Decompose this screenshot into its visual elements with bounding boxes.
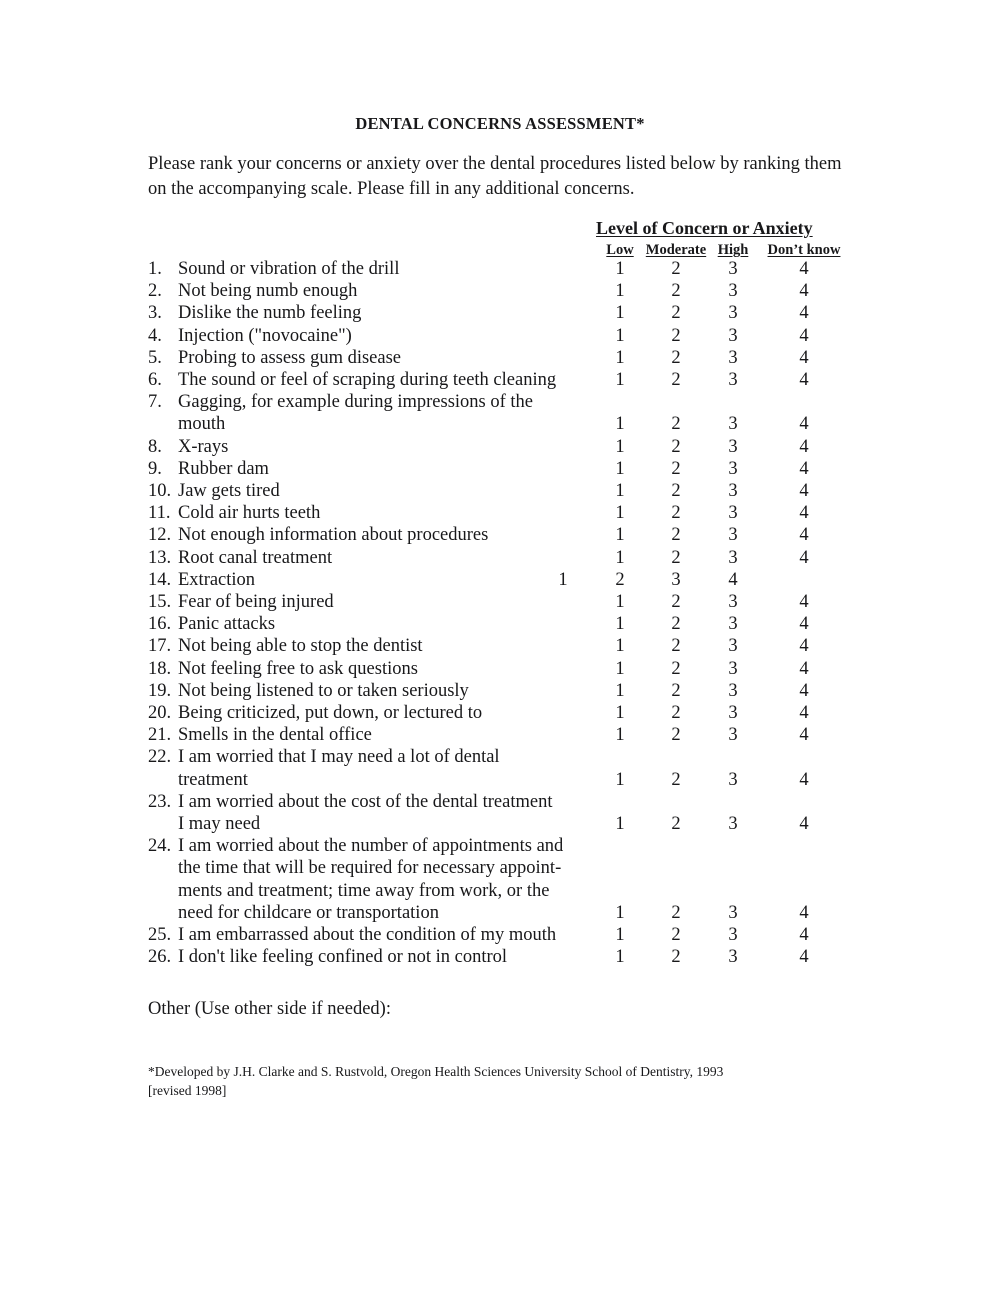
concern-row (148, 791, 908, 835)
concern-item-number: 26. (148, 947, 172, 968)
concern-item-number: 7. (148, 392, 162, 413)
concern-item-text (148, 635, 608, 657)
concern-row (148, 524, 908, 546)
rating-option-3[interactable]: 3 (728, 947, 738, 968)
concern-row (148, 502, 908, 524)
rating-option-1[interactable]: 1 (615, 547, 625, 568)
concern-item-text (148, 391, 608, 435)
concern-item-line: I am embarrassed about the condition of my mouth (178, 925, 557, 946)
concern-item-line: Not being able to stop the dentist (178, 636, 423, 657)
rating-option-4[interactable]: 4 (799, 281, 809, 302)
concern-row (148, 924, 908, 946)
rating-option-1[interactable]: 1 (615, 769, 625, 790)
rating-option-1[interactable]: 1 (615, 370, 625, 391)
concern-row (148, 702, 908, 724)
concern-item-line: I am worried that I may need a lot of dental (178, 747, 500, 768)
concern-item-text (148, 591, 608, 613)
rating-option-4[interactable]: 4 (799, 303, 809, 324)
rating-option-4[interactable]: 4 (799, 547, 809, 568)
concern-item-text (148, 702, 608, 724)
concern-item-number: 1. (148, 259, 162, 279)
rating-option-4[interactable]: 4 (799, 436, 809, 457)
concern-item-text (148, 325, 608, 347)
rating-option-1[interactable]: 1 (615, 703, 625, 724)
concern-row (148, 436, 908, 458)
rating-option-1[interactable]: 1 (615, 925, 625, 946)
rating-option-1[interactable]: 1 (615, 902, 625, 923)
rating-option-2[interactable]: 2 (671, 281, 681, 302)
concern-item-line: Cold air hurts teeth (178, 503, 321, 524)
column-header-high: High (717, 242, 749, 258)
rating-option-1[interactable]: 1 (615, 303, 625, 324)
rating-option-4[interactable]: 4 (799, 259, 809, 280)
rating-option-1[interactable]: 1 (615, 814, 625, 835)
concern-item-line: X-rays (178, 436, 229, 457)
rating-option-4[interactable]: 4 (799, 814, 809, 835)
concern-item-line: I don't like feeling confined or not in control (178, 947, 508, 968)
concern-item-text (148, 524, 608, 546)
scale-heading: Level of Concern or Anxiety (596, 218, 813, 238)
concern-item-number: 20. (148, 703, 172, 724)
column-header-low: Low (606, 242, 634, 258)
rating-option-2[interactable]: 2 (671, 769, 681, 790)
page-title: DENTAL CONCERNS ASSESSMENT* (355, 114, 645, 133)
concern-item-number: 5. (148, 347, 162, 368)
concern-item-number: 13. (148, 547, 172, 568)
footnote-line-2: [revised 1998] (148, 1083, 227, 1098)
rating-option-1[interactable]: 1 (615, 259, 625, 280)
footnote (148, 1062, 908, 1100)
concern-row (148, 391, 908, 435)
rating-option-4[interactable]: 4 (799, 636, 809, 657)
concern-row (148, 946, 908, 968)
rating-option-4[interactable]: 4 (799, 481, 809, 502)
rating-option-4[interactable]: 4 (799, 769, 809, 790)
rating-option-1[interactable]: 1 (615, 525, 625, 546)
rating-option-4[interactable]: 4 (799, 347, 809, 368)
rating-option-1[interactable]: 1 (615, 614, 625, 635)
rating-option-2[interactable]: 2 (671, 458, 681, 479)
concern-row (148, 369, 908, 391)
rating-option-4[interactable]: 4 (799, 525, 809, 546)
rating-option-1[interactable]: 1 (615, 592, 625, 613)
concern-row (148, 347, 908, 369)
rating-option-3[interactable]: 3 (728, 725, 738, 746)
concern-row (148, 325, 908, 347)
rating-option-1[interactable]: 1 (615, 347, 625, 368)
concern-item-number: 19. (148, 680, 172, 701)
concern-item-line: I am worried about the cost of the dental treatment (178, 791, 553, 812)
concern-item-line: Dislike the numb feeling (178, 303, 362, 324)
concern-item-line: Not being numb enough (178, 281, 358, 302)
rating-option-4[interactable]: 4 (799, 614, 809, 635)
rating-option-4[interactable]: 4 (799, 325, 809, 346)
rating-option-3[interactable]: 3 (728, 503, 738, 524)
rating-option-4[interactable]: 4 (799, 925, 809, 946)
concern-item-text (148, 835, 608, 924)
concern-row (148, 680, 908, 702)
rating-option-4[interactable]: 4 (728, 569, 738, 590)
concern-item-text (148, 280, 608, 302)
concern-item-number: 8. (148, 436, 162, 457)
rating-option-2[interactable]: 2 (615, 569, 625, 590)
concern-item-text (148, 924, 608, 946)
rating-option-4[interactable]: 4 (799, 947, 809, 968)
concern-item-number: 17. (148, 636, 172, 657)
rating-option-4[interactable]: 4 (799, 503, 809, 524)
rating-option-2[interactable]: 2 (671, 525, 681, 546)
rating-option-2[interactable]: 2 (671, 325, 681, 346)
concern-item-text (148, 258, 608, 280)
rating-option-4[interactable]: 4 (799, 703, 809, 724)
rating-option-1[interactable]: 1 (615, 680, 625, 701)
concern-item-number: 18. (148, 658, 172, 679)
rating-option-4[interactable]: 4 (799, 592, 809, 613)
rating-option-3[interactable]: 3 (728, 325, 738, 346)
rating-option-2[interactable]: 2 (671, 636, 681, 657)
concern-item-line: The sound or feel of scraping during teeth cleaning (178, 370, 557, 391)
concern-item-line: Root canal treatment (178, 547, 333, 568)
concern-row (148, 547, 908, 569)
rating-option-3[interactable]: 3 (728, 414, 738, 435)
concern-item-text (148, 724, 608, 746)
concern-item-text (148, 569, 608, 591)
rating-option-2[interactable]: 2 (671, 725, 681, 746)
concern-item-number: 24. (148, 836, 172, 857)
concern-item-line: Extraction (178, 569, 256, 590)
rating-option-1[interactable]: 1 (615, 658, 625, 679)
rating-option-3[interactable]: 3 (728, 525, 738, 546)
concern-item-number: 16. (148, 614, 172, 635)
rating-option-4[interactable]: 4 (799, 902, 809, 923)
concern-item-line: Smells in the dental office (178, 725, 372, 746)
concern-item-number: 3. (148, 303, 162, 324)
rating-option-1[interactable]: 1 (615, 636, 625, 657)
concern-item-line: Probing to assess gum disease (178, 347, 402, 368)
concern-item-number: 22. (148, 747, 172, 768)
concern-row (148, 835, 908, 924)
rating-option-3[interactable]: 3 (728, 902, 738, 923)
concern-item-line: Gagging, for example during impressions of the (178, 392, 534, 413)
concern-item-line: Jaw gets tired (178, 481, 280, 502)
concern-row (148, 613, 908, 635)
concern-item-line: mouth (178, 414, 226, 435)
concern-row (148, 458, 908, 480)
rating-option-3[interactable]: 3 (728, 303, 738, 324)
rating-option-3[interactable]: 3 (728, 458, 738, 479)
instructions-line-1: Please rank your concerns or anxiety over the dental procedures listed below by ranking them (148, 154, 842, 174)
rating-option-4[interactable]: 4 (799, 458, 809, 479)
concern-item-line: I am worried about the number of appointments and (178, 836, 564, 857)
concern-item-line: Panic attacks (178, 614, 276, 635)
concern-item-line: need for childcare or transportation (178, 902, 439, 923)
concern-row (148, 258, 908, 280)
rating-option-3[interactable]: 3 (728, 814, 738, 835)
column-header-moderate: Moderate (645, 242, 707, 258)
concern-item-line: Not enough information about procedures (178, 525, 489, 546)
concern-row (148, 658, 908, 680)
rating-option-3[interactable]: 3 (728, 281, 738, 302)
concern-item-text (148, 302, 608, 324)
rating-option-1[interactable]: 1 (615, 414, 625, 435)
rating-option-1[interactable]: 1 (615, 325, 625, 346)
rating-option-3[interactable]: 3 (728, 592, 738, 613)
instructions-paragraph (148, 152, 902, 202)
rating-option-2[interactable]: 2 (671, 614, 681, 635)
concern-item-number: 11. (148, 503, 171, 524)
concern-row (148, 746, 908, 790)
rating-option-3[interactable]: 3 (728, 614, 738, 635)
rating-option-3[interactable]: 3 (728, 680, 738, 701)
rating-option-2[interactable]: 2 (671, 436, 681, 457)
rating-option-3[interactable]: 3 (671, 569, 681, 590)
concern-row (148, 635, 908, 657)
concern-item-number: 6. (148, 370, 162, 391)
rating-option-2[interactable]: 2 (671, 303, 681, 324)
instructions-line-2: on the accompanying scale. Please fill in any additional concerns. (148, 179, 635, 199)
rating-option-2[interactable]: 2 (671, 370, 681, 391)
concern-item-text (148, 791, 608, 835)
rating-option-1[interactable]: 1 (615, 947, 625, 968)
concern-item-number: 15. (148, 592, 172, 613)
footnote-line-1: *Developed by J.H. Clarke and S. Rustvold, Oregon Health Sciences University School of Dentistry, 1993 (148, 1064, 724, 1079)
rating-option-2[interactable]: 2 (671, 814, 681, 835)
concern-item-line: Rubber dam (178, 458, 269, 479)
concern-item-line: Injection ("novocaine") (178, 325, 352, 346)
rating-option-2[interactable]: 2 (671, 680, 681, 701)
concern-row (148, 302, 908, 324)
concern-item-text (148, 480, 608, 502)
concern-item-line: Being criticized, put down, or lectured to (178, 703, 483, 724)
rating-option-3[interactable]: 3 (728, 481, 738, 502)
rating-option-3[interactable]: 3 (728, 436, 738, 457)
concern-item-text (148, 436, 608, 458)
rating-option-1[interactable]: 1 (615, 503, 625, 524)
concern-row (148, 724, 908, 746)
rating-option-1[interactable]: 1 (558, 569, 568, 590)
rating-option-3[interactable]: 3 (728, 347, 738, 368)
concern-item-number: 9. (148, 458, 162, 479)
concern-item-line: Not feeling free to ask questions (178, 658, 418, 679)
concern-item-text (148, 746, 608, 790)
rating-option-2[interactable]: 2 (671, 347, 681, 368)
concern-item-line: treatment (178, 769, 248, 790)
rating-option-4[interactable]: 4 (799, 370, 809, 391)
concern-row (148, 569, 908, 591)
concern-item-number: 4. (148, 325, 162, 346)
rating-option-2[interactable]: 2 (671, 503, 681, 524)
rating-option-2[interactable]: 2 (671, 259, 681, 280)
rating-option-3[interactable]: 3 (728, 636, 738, 657)
rating-option-2[interactable]: 2 (671, 592, 681, 613)
rating-option-2[interactable]: 2 (671, 658, 681, 679)
rating-option-2[interactable]: 2 (671, 902, 681, 923)
concern-item-text (148, 680, 608, 702)
rating-option-3[interactable]: 3 (728, 547, 738, 568)
concern-item-number: 2. (148, 281, 162, 302)
rating-option-3[interactable]: 3 (728, 925, 738, 946)
scale-header-block (596, 218, 896, 258)
rating-option-2[interactable]: 2 (671, 703, 681, 724)
concern-item-line: Not being listened to or taken seriously (178, 680, 469, 701)
rating-option-3[interactable]: 3 (728, 370, 738, 391)
concern-item-line: I may need (178, 814, 261, 835)
concern-item-line: Fear of being injured (178, 592, 334, 613)
concern-item-text (148, 347, 608, 369)
concern-item-text (148, 658, 608, 680)
concern-item-number: 10. (148, 481, 172, 502)
concern-item-text (148, 946, 608, 968)
rating-option-3[interactable]: 3 (728, 658, 738, 679)
concern-item-number: 23. (148, 791, 172, 812)
rating-option-1[interactable]: 1 (615, 436, 625, 457)
concern-item-line: Sound or vibration of the drill (178, 259, 400, 279)
rating-option-1[interactable]: 1 (615, 458, 625, 479)
rating-option-4[interactable]: 4 (799, 414, 809, 435)
other-concerns-label: Other (Use other side if needed): (148, 999, 391, 1019)
rating-option-3[interactable]: 3 (728, 703, 738, 724)
concern-item-text (148, 458, 608, 480)
concern-item-line: ments and treatment; time away from work, or the (178, 880, 550, 901)
rating-option-2[interactable]: 2 (671, 547, 681, 568)
concern-item-number: 14. (148, 569, 172, 590)
rating-option-3[interactable]: 3 (728, 769, 738, 790)
concern-item-number: 21. (148, 725, 172, 746)
concern-item-text (148, 547, 608, 569)
rating-option-4[interactable]: 4 (799, 658, 809, 679)
concern-item-text (148, 502, 608, 524)
rating-option-2[interactable]: 2 (671, 481, 681, 502)
concern-item-number: 12. (148, 525, 172, 546)
concern-row (148, 591, 908, 613)
concerns-item-list (148, 258, 908, 969)
concern-item-line: the time that will be required for necessary appoint- (178, 858, 562, 879)
rating-option-2[interactable]: 2 (671, 414, 681, 435)
rating-option-3[interactable]: 3 (728, 259, 738, 280)
concern-item-text (148, 613, 608, 635)
concern-item-number: 25. (148, 925, 172, 946)
rating-option-1[interactable]: 1 (615, 725, 625, 746)
concern-row (148, 480, 908, 502)
rating-option-1[interactable]: 1 (615, 481, 625, 502)
column-header-dont-know: Don’t know (767, 242, 841, 258)
rating-option-2[interactable]: 2 (671, 947, 681, 968)
rating-option-2[interactable]: 2 (671, 925, 681, 946)
rating-option-4[interactable]: 4 (799, 725, 809, 746)
rating-option-4[interactable]: 4 (799, 680, 809, 701)
rating-option-1[interactable]: 1 (615, 281, 625, 302)
concern-item-text (148, 369, 608, 391)
concern-row (148, 280, 908, 302)
